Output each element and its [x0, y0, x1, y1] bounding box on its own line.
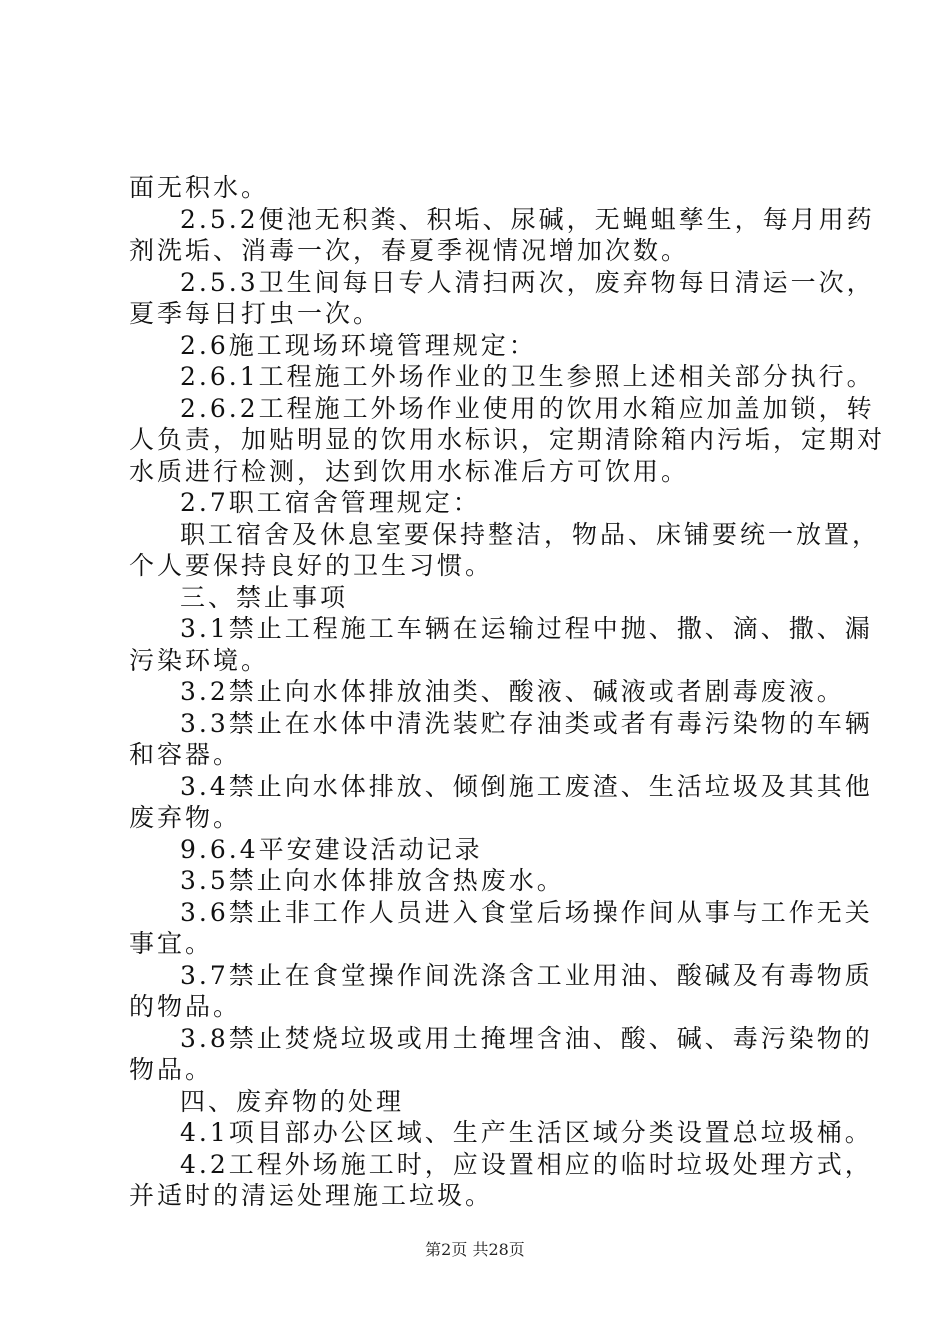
- text-line: 污染环境。: [129, 646, 270, 675]
- text-line: 3.5禁止向水体排放含热废水。: [180, 866, 565, 895]
- chapter-heading: 四、废弃物的处理: [180, 1087, 405, 1116]
- text-line: 3.4禁止向水体排放、倾倒施工废渣、生活垃圾及其其他: [180, 772, 873, 801]
- text-line: 并适时的清运处理施工垃圾。: [129, 1181, 494, 1210]
- text-line: 废弃物。: [129, 803, 242, 832]
- section-heading: 2.6施工现场环境管理规定：: [180, 331, 537, 360]
- text-line: 2.5.2便池无积粪、积垢、尿碱，无蝇蛆孳生，每月用药: [180, 205, 875, 234]
- text-line: 9.6.4平安建设活动记录: [180, 835, 483, 864]
- text-line: 人负责，加贴明显的饮用水标识，定期清除箱内污垢，定期对: [129, 425, 886, 454]
- chapter-heading: 三、禁止事项: [180, 583, 349, 612]
- text-line: 个人要保持良好的卫生习惯。: [129, 551, 494, 580]
- text-line: 事宜。: [129, 929, 214, 958]
- text-line: 2.6.1工程施工外场作业的卫生参照上述相关部分执行。: [180, 362, 875, 391]
- text-line: 3.8禁止焚烧垃圾或用土掩埋含油、酸、碱、毒污染物的: [180, 1024, 873, 1053]
- text-line: 物品。: [129, 1055, 214, 1084]
- text-line: 3.6禁止非工作人员进入食堂后场操作间从事与工作无关: [180, 898, 873, 927]
- text-line: 4.2工程外场施工时，应设置相应的临时垃圾处理方式，: [180, 1150, 873, 1179]
- text-line: 夏季每日打虫一次。: [129, 299, 382, 328]
- text-line: 3.1禁止工程施工车辆在运输过程中抛、撒、滴、撒、漏: [180, 614, 873, 643]
- text-line: 4.1项目部办公区域、生产生活区域分类设置总垃圾桶。: [180, 1118, 873, 1147]
- text-line: 3.2禁止向水体排放油类、酸液、碱液或者剧毒废液。: [180, 677, 845, 706]
- page-number-footer: 第2页 共28页: [425, 1240, 525, 1259]
- text-line: 面无积水。: [129, 173, 270, 202]
- text-line: 水质进行检测，达到饮用水标准后方可饮用。: [129, 457, 690, 486]
- text-line: 3.3禁止在水体中清洗装贮存油类或者有毒污染物的车辆: [180, 709, 873, 738]
- text-line: 2.5.3卫生间每日专人清扫两次，废弃物每日清运一次，: [180, 268, 875, 297]
- text-line: 职工宿舍及休息室要保持整洁，物品、床铺要统一放置，: [180, 520, 881, 549]
- section-heading: 2.7职工宿舍管理规定：: [180, 488, 481, 517]
- text-line: 和容器。: [129, 740, 242, 769]
- text-line: 3.7禁止在食堂操作间洗涤含工业用油、酸碱及有毒物质: [180, 961, 873, 990]
- text-line: 的物品。: [129, 992, 242, 1021]
- text-line: 2.6.2工程施工外场作业使用的饮用水箱应加盖加锁，转: [180, 394, 875, 423]
- text-line: 剂洗垢、消毒一次，春夏季视情况增加次数。: [129, 236, 690, 265]
